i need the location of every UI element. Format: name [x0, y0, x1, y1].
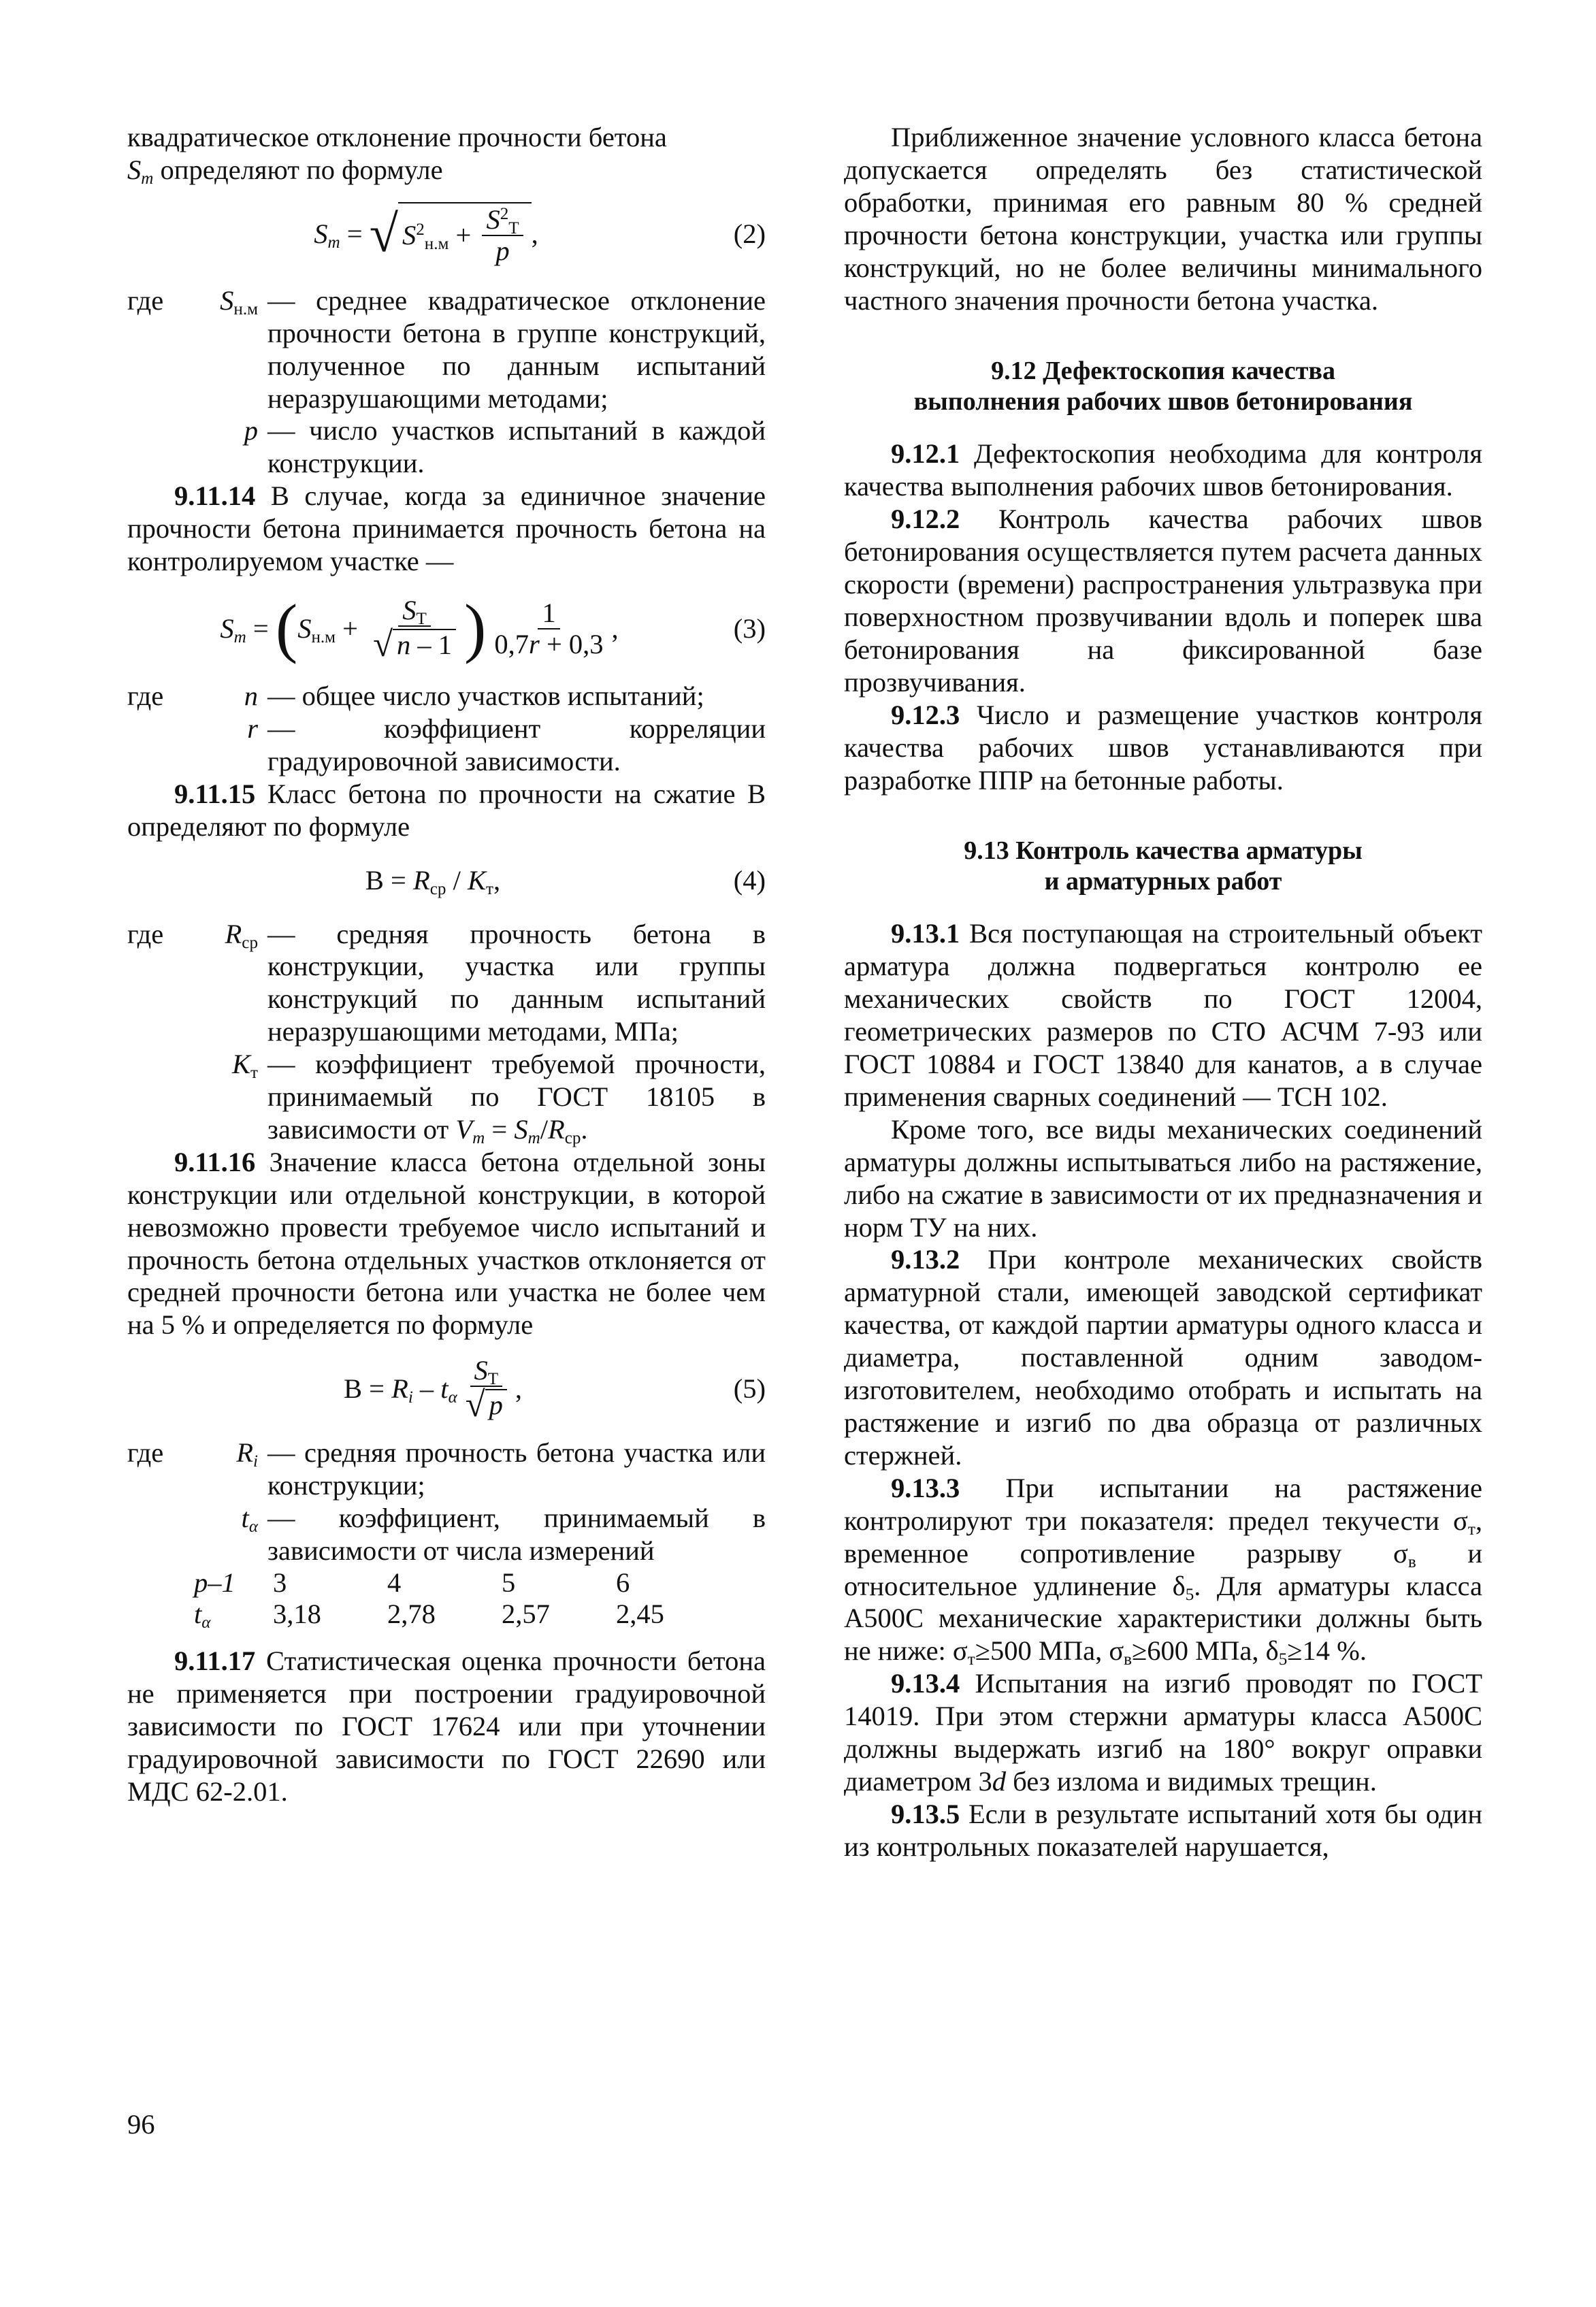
- paragraph-9-11-17: 9.11.17 Статистическая оценка прочности бетона не применяется при построении градуировочной зависимости по ГОСТ 17624 или при уточнении градуировочной зависимости по ГОСТ 22690 или МДС 62-2.01.: [127, 1645, 766, 1807]
- paragraph-9-13-4: 9.13.4 Испытания на изгиб проводят по ГОСТ 14019. При этом стержни арматуры класса А500С должны выдержать изгиб на 180° вокруг оправки диаметром 3d без излома и видимых трещин.: [844, 1668, 1482, 1797]
- paragraph-9-13-1: 9.13.1 Вся поступающая на строительный объект арматура должна подвергаться контролю ее механических свойств по ГОСТ 12004, геометрических размеров по СТО АСЧМ 7-93 или ГОСТ 10884 и ГОСТ 13840 для канатов, а в случае применения сварных соединений — ТСН 102.: [844, 918, 1482, 1112]
- paragraph-9-13-3: 9.13.3 При испытании на растяжение контролируют три показателя: предел текучести $\sigma_т$, временное сопротивление разрыву $\sigma_в$ и относительное удлинение $\delta_5$. Для арматуры класса А500С механические характеристики должны быть не ниже: $\sigma_т\ge 500$ МПа, $\sigma_в\ge 600$ МПа, $\delta_5\ge 14$ %.: [844, 1472, 1482, 1669]
- paragraph-approx-class: Приближенное значение условного класса бетона допускается определять без статистической обработки, принимая его равным 80 % средней прочности бетона конструкции, участка или группы конструкций, но не более величины минимального частного значения прочности бетона участка.: [844, 122, 1482, 316]
- equation-4: В = $R_{ср}$ / $K_т$ , (4): [365, 864, 766, 898]
- paragraph-9-13-2: 9.13.2 При контроле механических свойств арматурной стали, имеющей заводской сертификат качества, от каждой партии арматуры одного класса и диаметра, поставленной одним заводом-изготовителем, необходимо отобрать и испытать на растяжение и изгиб по два образца от различных стержней.: [844, 1244, 1482, 1471]
- paragraph-intro: квадратическое отклонение прочности бетона $S_m$ определяют по формуле: [127, 122, 667, 188]
- paragraph-9-11-14: 9.11.14 В случае, когда за единичное значение прочности бетона принимается прочность бетона на контролируемом участке —: [127, 480, 766, 577]
- paragraph-9-12-2: 9.12.2 Контроль качества рабочих швов бетонирования осуществляется путем расчета данных скорости (времени) распространения ультразвука при поверхностном прозвучивании вдоль и поперек шва бетонирования на фиксированной базе прозвучивания.: [844, 504, 1482, 698]
- definitions-eq3: где n — общее число участков испытаний; r — коэффициент корреляции градуировочной зависимости.: [127, 680, 766, 776]
- equation-number: (3): [733, 613, 766, 644]
- equation-3: $S_m$ = ( $S_{н.м}$ + $S_Т$ √ n – 1 ) $\frac{1}{0,7r + 0,3}$ , (3): [220, 591, 766, 666]
- paragraph-9-11-15: 9.11.15 Класс бетона по прочности на сжатие В определяют по формуле: [127, 778, 766, 842]
- equation-number: (2): [733, 218, 766, 249]
- paragraph-9-12-3: 9.12.3 Число и размещение участков контроля качества рабочих швов устанавливаются при разработке ППР на бетонные работы.: [844, 699, 1482, 796]
- paragraph-9-11-16: 9.11.16 Значение класса бетона отдельной зоны конструкции или отдельной конструкции, в которой невозможно провести требуемое число испытаний и прочность бетона отдельных участков отклоняется от средней прочности бетона или участка не более чем на 5 % и определяется по формуле: [127, 1146, 766, 1341]
- definitions-eq2: где $S_{н.м}$ — среднее квадратическое отклонение прочности бетона в группе конструкций, полученное по данным испытаний неразрушающими методами; p — число участков испытаний в каждой конструкции.: [127, 284, 766, 479]
- paragraph-9-12-1: 9.12.1 Дефектоскопия необходима для контроля качества выполнения рабочих швов бетонирования.: [844, 438, 1482, 502]
- page-number: 96: [127, 2109, 155, 2140]
- heading-9-13: 9.13 Контроль качества арматуры и арматурных работ: [964, 836, 1363, 896]
- equation-2: $S_m$ = √ $S^2_{н.м}$ + $\frac{S^2_Т}{p}$ , (2): [127, 186, 766, 282]
- table-row: $t_\alpha$ 3,18 2,78 2,57 2,45: [194, 1598, 664, 1632]
- right-column: [844, 121, 1482, 1863]
- heading-9-12: 9.12 Дефектоскопия качества выполнения рабочих швов бетонирования: [913, 357, 1413, 416]
- equation-number: (5): [733, 1373, 766, 1405]
- equation-number: (4): [733, 864, 766, 896]
- definitions-eq4: где $R_{ср}$ — средняя прочность бетона в конструкции, участка или группы конструкций по данным испытаний неразрушающими методами, МПа; $K_т$ — коэффициент требуемой прочности, принимаемый по ГОСТ 18105 в зависимости от $V_m = S_m/R_{ср}$.: [127, 918, 766, 1147]
- definitions-eq5: где $R_i$ — средняя прочность бетона участка или конструкции; $t_\alpha$ — коэффициент, принимаемый в зависимости от числа измерений: [127, 1437, 766, 1566]
- paragraph-9-13-1b: Кроме того, все виды механических соединений арматуры должны испытываться либо на растяжение, либо на сжатие в зависимости от их предназначения и норм ТУ на них.: [844, 1113, 1482, 1243]
- left-column: [127, 121, 766, 1807]
- equation-5: В = $R_i$ – $t_\alpha$ $S_Т$ √ p , (5): [343, 1354, 766, 1424]
- table-row: p–1 3 4 5 6: [194, 1567, 630, 1598]
- paragraph-9-13-5: 9.13.5 Если в результате испытаний хотя бы один из контрольных показателей нарушается,: [844, 1798, 1482, 1862]
- ta-coefficient-table: [194, 1567, 730, 1630]
